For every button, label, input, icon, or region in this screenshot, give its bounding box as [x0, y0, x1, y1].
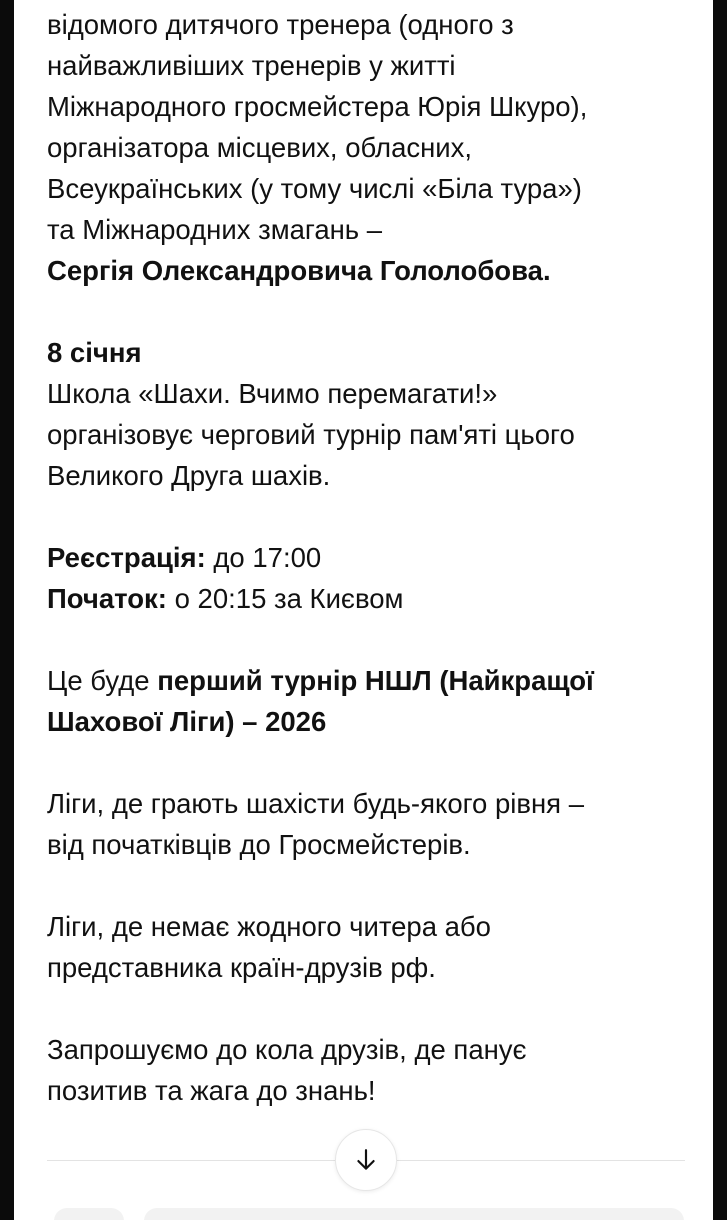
intro-line: та Міжнародних змагань – [47, 214, 383, 245]
invite-line: позитив та жага до знань! [47, 1075, 376, 1106]
registration-value: до 17:00 [205, 542, 322, 573]
registration-line [47, 537, 697, 578]
start-value: о 20:15 за Києвом [166, 583, 404, 614]
spacer [47, 742, 697, 783]
bottom-input-area[interactable] [144, 1208, 684, 1220]
school-line: організовує черговий турнір пам'яті цього [47, 419, 575, 450]
screen [14, 0, 713, 1220]
intro-line: Всеукраїнських (у тому числі «Біла тура») [47, 173, 582, 204]
intro-line: відомого дитячого тренера (одного з [47, 9, 514, 40]
spacer [47, 291, 697, 332]
message-body [47, 4, 697, 1111]
scroll-down-button[interactable] [335, 1129, 397, 1191]
arrow-down-icon [353, 1147, 379, 1173]
league-levels-line: від початківців до Гросмейстерів. [47, 829, 471, 860]
school-line: Великого Друга шахів. [47, 460, 331, 491]
school-line: Школа «Шахи. Вчимо перемагати!» [47, 378, 498, 409]
bottom-control[interactable] [54, 1208, 124, 1220]
honoree-name-text: Сергія Олександровича Гололобова. [47, 255, 551, 286]
event-date [47, 332, 697, 373]
start-label: Початок: [47, 583, 167, 614]
intro-line: Міжнародного гросмейстера Юрія Шкуро), [47, 91, 588, 122]
bottom-bar [14, 1196, 713, 1220]
event-date-text: 8 січня [47, 337, 142, 368]
intro-line: найважливіших тренерів у житті [47, 50, 456, 81]
tournament-title: Шахової Ліги) – 2026 [47, 706, 327, 737]
spacer [47, 988, 697, 1029]
league-levels-line: Ліги, де грають шахісти будь-якого рівня – [47, 788, 585, 819]
tournament-prefix: Це буде [47, 665, 158, 696]
league-fair-line: Ліги, де немає жодного читера або [47, 911, 491, 942]
tournament-line [47, 701, 697, 742]
tournament-title: перший турнір НШЛ (Найкращої [157, 665, 594, 696]
registration-label: Реєстрація: [47, 542, 206, 573]
start-line [47, 578, 697, 619]
tournament-line [47, 660, 697, 701]
spacer [47, 496, 697, 537]
spacer [47, 619, 697, 660]
invite-line: Запрошуємо до кола друзів, де панує [47, 1034, 527, 1065]
spacer [47, 865, 697, 906]
league-fair-line: представника країн-друзів рф. [47, 952, 436, 983]
intro-line: організатора місцевих, обласних, [47, 132, 473, 163]
honoree-name [47, 250, 697, 291]
